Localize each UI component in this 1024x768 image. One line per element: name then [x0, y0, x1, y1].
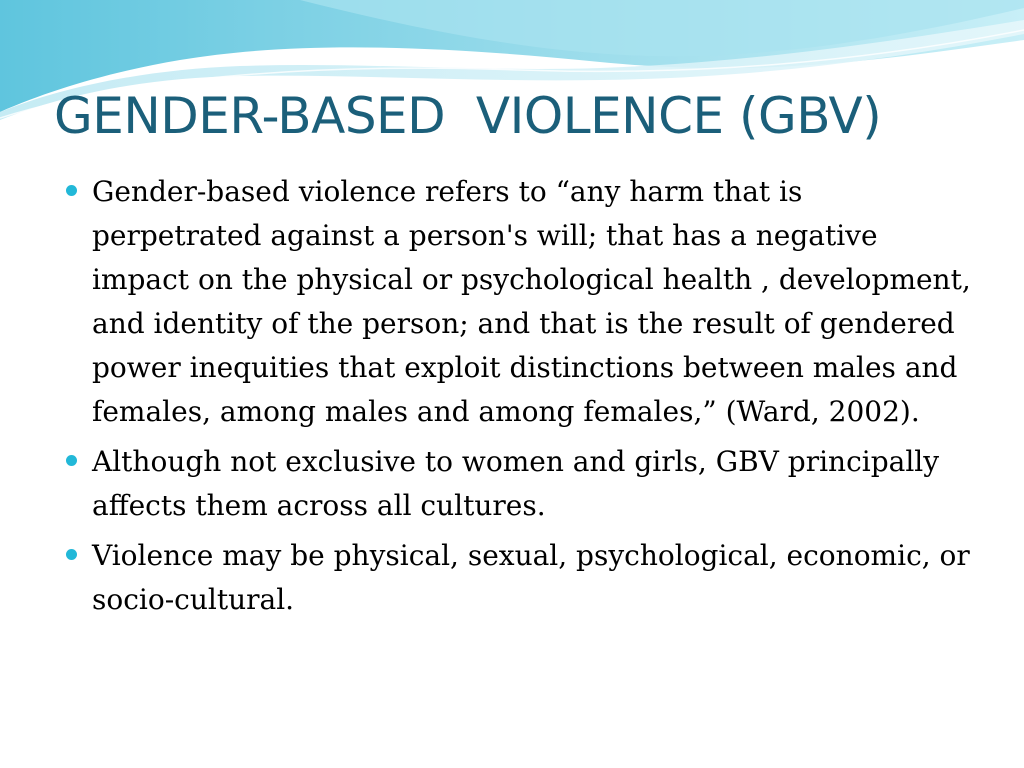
bullet-dot-icon — [66, 549, 77, 560]
bullet-text: Violence may be physical, sexual, psychological, economic, or socio-cultural. — [92, 539, 970, 616]
bullet-list — [60, 170, 980, 628]
bullet-text: Gender-based violence refers to “any harm that is perpetrated against a person's will; that has a negative impact on the physical or psychological health , development, and identity of the person; and that is the result of gendered power inequities that exploit distinctions between males and females, among males and among females,” (Ward, 2002). — [92, 175, 971, 428]
bullet-item-violence-types — [60, 534, 980, 622]
bullet-item-women-girls — [60, 440, 980, 528]
bullet-dot-icon — [66, 455, 77, 466]
bullet-item-definition — [60, 170, 980, 434]
slide-title: GENDER-BASED VIOLENCE (GBV) — [54, 87, 882, 145]
bullet-text: Although not exclusive to women and girls, GBV principally affects them across all cultures. — [92, 445, 940, 522]
bullet-dot-icon — [66, 185, 77, 196]
